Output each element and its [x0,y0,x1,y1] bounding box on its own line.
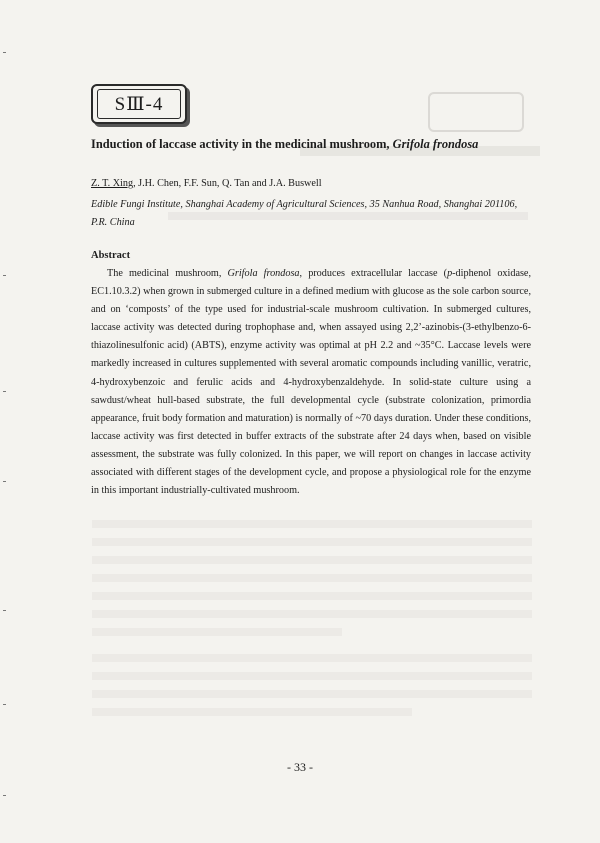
abstract-text-1: The medicinal mushroom, [107,268,228,279]
co-authors: , J.H. Chen, F.F. Sun, Q. Tan and J.A. Buswell [133,178,322,189]
bleed-through-text [92,610,532,618]
scan-edge-mark [3,275,6,276]
bleed-through-text [92,592,532,600]
bleed-through-text [92,654,532,662]
scan-edge-mark [3,795,6,796]
abstract-text-p: p [447,268,453,279]
abstract-text-2b: -diphenol oxidase, EC1.10.3.2) when grown in submerged culture in a defined medium with glucose as the sole carbon source, and on ‘composts’ of the type used for industrial-scale mushroom cultivation. In submerged cultures, laccase activity was detected during trophophase and, when assayed using 2,2’-azinobis-(3-ethylbenzo-6-thiazolinesulfonic acid) (ABTS), enzyme activity was optimal at pH 2.2 and ~35°C. Laccase levels were markedly increased in cultures supplemented with several aromatic compounds including vanillic, veratric, 4-hydroxybenzoic and ferulic acids and 4-hydroxybenzaldehyde. In solid-state culture using a sawdust/wheat hull-based substrate, the full developmental cycle (substrate colonization, primordia appearance, fruit body formation and maturation) is normally of ~70 days duration. Under these conditions, laccase activity was first detected in buffer extracts of the substrate after 24 days when, based on visible assessment, the substrate was fully colonized. In this paper, we will report on changes in laccase activity associated with different stages of the development cycle, and propose a physiological role for the enzyme in this important industrially-cultivated mushroom. [91,268,531,497]
scan-edge-mark [3,610,6,611]
author-list [91,178,322,189]
bleed-through-text [92,672,532,680]
bleed-through-text [92,708,412,716]
abstract-body [91,265,531,500]
presenting-author: Z. T. Xing [91,178,134,189]
bleed-through-text [92,628,342,636]
session-badge-label: SⅢ-4 [97,89,181,119]
scan-edge-mark [3,704,6,705]
bleed-through-text [92,574,532,582]
bleed-through-text [92,520,532,528]
scan-edge-mark [3,481,6,482]
abstract-heading: Abstract [91,250,131,261]
bleed-through-badge [428,92,524,132]
abstract-species: Grifola frondosa [227,268,300,279]
bleed-through-text [92,538,532,546]
paper-title-species: Grifola frondosa [392,137,479,151]
page-number: - 33 - [287,760,313,774]
bleed-through-text [92,690,532,698]
scan-edge-mark [3,52,6,53]
paper-title-text: Induction of laccase activity in the medicinal mushroom, [91,137,393,151]
abstract-text-2a: , produces extracellular laccase ( [299,268,448,279]
scan-edge-mark [3,391,6,392]
affiliation: Edible Fungi Institute, Shanghai Academy of Agricultural Sciences, 35 Nanhua Road, Shanghai 201106, P.R. China [91,199,518,228]
paper-title [91,137,531,152]
session-badge [91,84,187,124]
bleed-through-text [92,556,532,564]
